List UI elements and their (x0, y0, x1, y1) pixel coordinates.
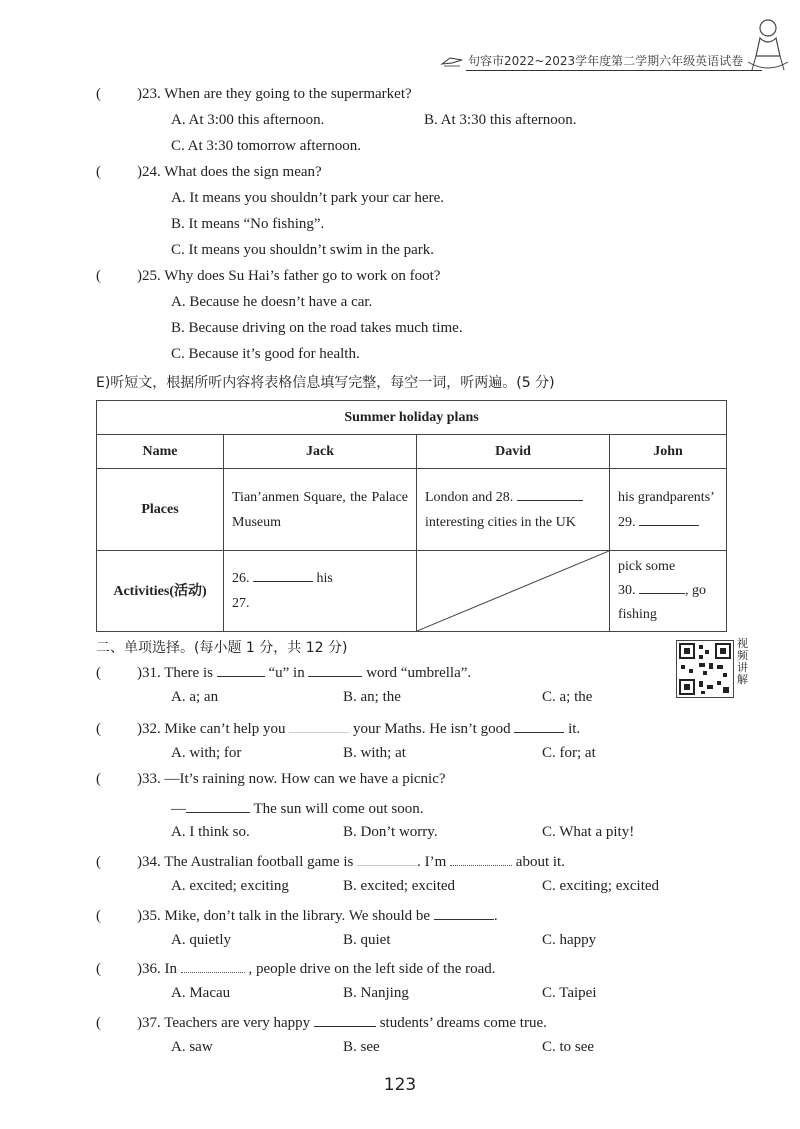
option-b[interactable]: B. an; the (343, 689, 401, 705)
question-text-part: The sun will come out soon. (253, 801, 424, 817)
summer-holiday-table (96, 400, 727, 632)
answer-blank-28[interactable] (517, 486, 583, 501)
answer-blank[interactable] (514, 718, 564, 733)
header-john: John (610, 435, 727, 469)
question-number: )24. (137, 164, 161, 180)
option-b[interactable]: B. Don’t worry. (343, 824, 438, 840)
dash: — (171, 801, 186, 817)
table-title: Summer holiday plans (97, 401, 727, 435)
question-number: )36. (137, 961, 161, 977)
option-c[interactable]: C. a; the (542, 689, 593, 705)
question-text: Why does Su Hai’s father go to work on foot? (164, 268, 441, 284)
answer-blank[interactable] (217, 662, 265, 677)
jack-act-num-27: 27. (232, 596, 250, 611)
answer-blank-30[interactable] (639, 579, 685, 594)
jack-places (224, 469, 417, 551)
option-b[interactable]: B. with; at (343, 745, 406, 761)
question-text-part: it. (568, 721, 581, 737)
answer-blank[interactable] (181, 958, 245, 973)
answer-blank[interactable] (308, 662, 362, 677)
john-act-line1: pick some (618, 559, 676, 574)
option-b[interactable]: B. quiet (343, 932, 391, 948)
question-text-part: your Maths. He isn’t good (352, 721, 511, 737)
qr-code[interactable] (676, 640, 734, 698)
option-a[interactable]: A. I think so. (171, 824, 250, 840)
answer-paren[interactable]: ( (96, 268, 101, 284)
option-c[interactable]: C. At 3:30 tomorrow afternoon. (171, 138, 361, 154)
option-b[interactable]: B. It means “No fishing”. (171, 216, 325, 232)
option-c[interactable]: C. exciting; excited (542, 878, 660, 894)
answer-blank[interactable] (314, 1012, 376, 1027)
question-text-part: Teachers are very happy (164, 1015, 311, 1031)
page-number: 123 (383, 1075, 417, 1095)
option-a[interactable]: A. a; an (171, 689, 219, 705)
answer-paren[interactable]: ( (96, 164, 101, 180)
option-c[interactable]: C. Taipei (542, 985, 597, 1001)
row-label-activities: Activities(活动) (97, 551, 224, 632)
answer-paren[interactable]: ( (96, 721, 101, 737)
question-number: )33. (137, 771, 161, 787)
section-e-title: E)听短文，根据所听内容将表格信息填写完整，每空一词，听两遍。(5 分) (96, 375, 555, 391)
question-23 (96, 86, 412, 103)
option-a[interactable]: A. excited; exciting (171, 878, 289, 894)
jack-act-num-26: 26. (232, 571, 250, 586)
question-text-part: , people drive on the left side of the road. (248, 961, 496, 977)
question-text-part: In (164, 961, 177, 977)
question-number: )34. (137, 854, 161, 870)
option-a[interactable]: A. with; for (171, 745, 242, 761)
header-rule (466, 70, 762, 71)
header-illustration (746, 16, 790, 74)
question-text-part: The Australian football game is (164, 854, 354, 870)
section-two-title: 二、单项选择。(每小题 1 分，共 12 分) (96, 640, 348, 656)
jack-act-his: his (316, 571, 333, 586)
answer-paren[interactable]: ( (96, 854, 101, 870)
header-title: 句容市2022~2023学年度第二学期六年级英语试卷 (468, 54, 744, 68)
option-a[interactable]: A. saw (171, 1039, 213, 1055)
option-c[interactable]: C. Because it’s good for health. (171, 346, 360, 362)
jack-activities (224, 551, 417, 632)
question-number: )37. (137, 1015, 161, 1031)
option-c[interactable]: C. to see (542, 1039, 595, 1055)
qr-label: 视频讲解 (737, 637, 748, 686)
question-32 (96, 718, 580, 738)
answer-blank[interactable] (450, 851, 512, 866)
question-text: What does the sign mean? (164, 164, 322, 180)
question-number: )23. (137, 86, 161, 102)
john-activities (610, 551, 727, 632)
option-a[interactable]: A. Because he doesn’t have a car. (171, 294, 373, 310)
john-places (610, 469, 727, 551)
option-b[interactable]: B. Because driving on the road takes much time. (171, 320, 463, 336)
question-text-part: about it. (515, 854, 565, 870)
question-text-part: students’ dreams come true. (379, 1015, 547, 1031)
header-david: David (417, 435, 610, 469)
option-c[interactable]: C. It means you shouldn’t swim in the park. (171, 242, 435, 258)
answer-blank[interactable] (289, 718, 349, 733)
question-25 (96, 268, 440, 285)
option-b[interactable]: B. At 3:30 this afternoon. (424, 112, 577, 128)
john-act-num-30: 30. (618, 583, 636, 598)
diagonal-strike (417, 551, 609, 631)
david-places-line2: interesting cities in the UK (425, 514, 576, 530)
question-33-reply (171, 798, 423, 818)
question-number: )35. (137, 908, 161, 924)
question-text-part: There is (164, 665, 213, 681)
question-36 (96, 958, 496, 978)
header-jack: Jack (224, 435, 417, 469)
answer-blank[interactable] (186, 798, 250, 813)
option-a[interactable]: A. It means you shouldn’t park your car here. (171, 190, 444, 206)
answer-paren[interactable]: ( (96, 86, 101, 102)
question-37 (96, 1012, 547, 1032)
question-31 (96, 662, 471, 682)
answer-blank[interactable] (357, 851, 417, 866)
question-text-part: Mike, don’t talk in the library. We should be (164, 908, 431, 924)
jack-places-text: Tian’anmen Square, the Palace Museum (232, 489, 408, 530)
option-b[interactable]: B. Nanjing (343, 985, 409, 1001)
answer-paren[interactable]: ( (96, 1015, 101, 1031)
question-number: )31. (137, 665, 161, 681)
question-24 (96, 164, 322, 181)
question-number: )25. (137, 268, 161, 284)
option-a[interactable]: A. At 3:00 this afternoon. (171, 112, 325, 128)
question-text-part: word “umbrella”. (366, 665, 472, 681)
answer-paren[interactable]: ( (96, 665, 101, 681)
question-text-part: —It’s raining now. How can we have a picnic? (164, 771, 446, 787)
answer-blank-29[interactable] (639, 511, 699, 526)
question-35 (96, 905, 498, 925)
john-places-line2: 29. (618, 514, 636, 530)
question-text-part: . (493, 908, 498, 924)
answer-paren[interactable]: ( (96, 771, 101, 787)
option-c[interactable]: C. What a pity! (542, 824, 635, 840)
question-number: )32. (137, 721, 161, 737)
answer-blank[interactable] (434, 905, 494, 920)
john-act-line3: fishing (618, 607, 657, 622)
header-decoration-left (440, 54, 464, 68)
question-text-part: Mike can’t help you (164, 721, 286, 737)
option-a[interactable]: A. quietly (171, 932, 231, 948)
row-label-places: Places (97, 469, 224, 551)
option-c[interactable]: C. for; at (542, 745, 596, 761)
option-a[interactable]: A. Macau (171, 985, 231, 1001)
option-c[interactable]: C. happy (542, 932, 597, 948)
david-places-line1: London and 28. (425, 489, 514, 505)
answer-paren[interactable]: ( (96, 908, 101, 924)
question-33 (96, 771, 446, 788)
question-text-part: “u” in (268, 665, 305, 681)
john-act-go: , go (685, 583, 706, 598)
question-text-part: . I’m (417, 854, 447, 870)
david-activities-empty (417, 551, 610, 632)
header-name: Name (97, 435, 224, 469)
question-text: When are they going to the supermarket? (164, 86, 412, 102)
answer-blank-26[interactable] (253, 567, 313, 582)
answer-paren[interactable]: ( (96, 961, 101, 977)
option-b[interactable]: B. excited; excited (343, 878, 456, 894)
question-34 (96, 851, 565, 871)
option-b[interactable]: B. see (343, 1039, 380, 1055)
david-places (417, 469, 610, 551)
john-places-line1: his grandparents’ (618, 489, 715, 505)
